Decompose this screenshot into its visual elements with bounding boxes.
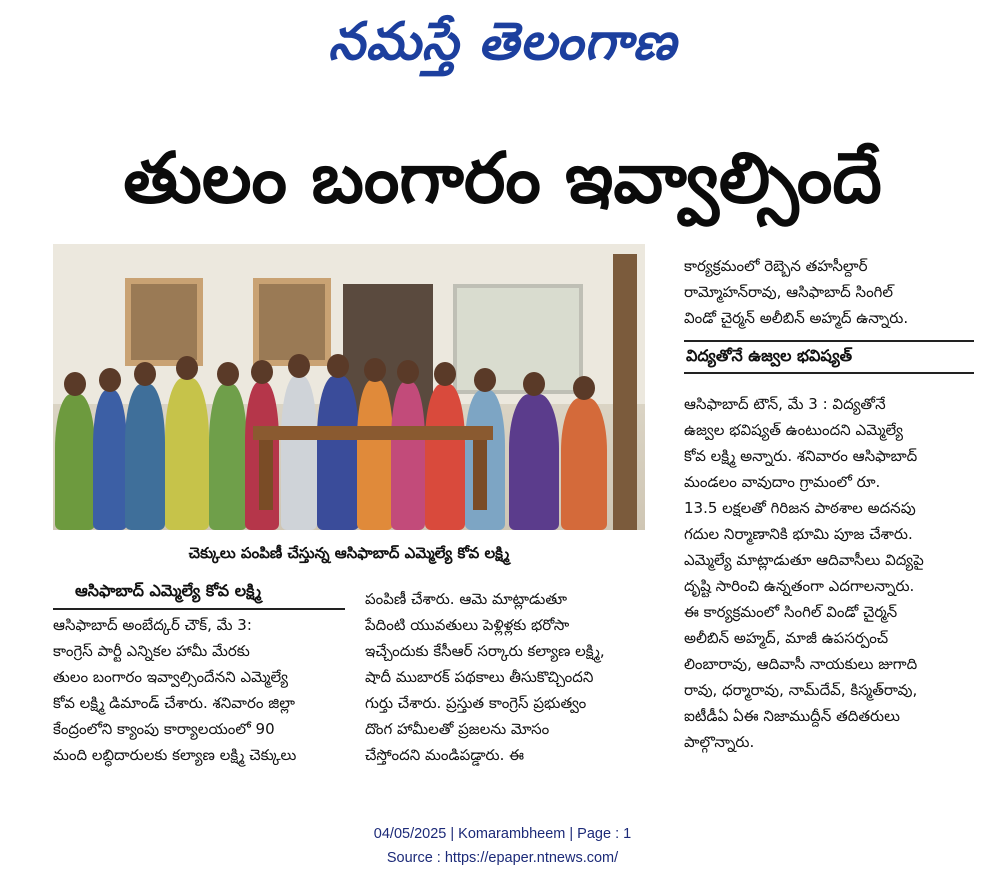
text-line: ఐటీడీఏ ఏఈ నిజాముద్దీన్ తదితరులు	[684, 707, 900, 725]
text-line: ఆసిఫాబాద్ అంబేద్కర్ చౌక్, మే 3:	[53, 616, 252, 634]
left-article-subhead: ఆసిఫాబాద్ ఎమ్మెల్యే కోవ లక్ష్మి	[75, 581, 262, 600]
text-line: ఆసిఫాబాద్ టౌన్, మే 3 : విద్యతోనే	[684, 395, 886, 413]
text-line: కేంద్రంలోని క్యాంపు కార్యాలయంలో 90	[53, 720, 275, 738]
photo-caption: చెక్కులు పంపిణీ చేస్తున్న ఆసిఫాబాద్ ఎమ్మెల్యే కోవ లక్ష్మి	[188, 544, 510, 562]
footer-source: Source : https://epaper.ntnews.com/	[386, 850, 619, 866]
text-line: కార్యక్రమంలో రెబ్బెన తహసీల్దార్	[684, 257, 868, 275]
text-line: పేదింటి యువతులు పెళ్లిళ్లకు భరోసా	[365, 616, 570, 634]
right-column-body	[684, 391, 974, 755]
text-line: రామ్మోహన్‌రావు, ఆసిఫాబాద్ సింగిల్	[684, 283, 894, 301]
text-line: కోవ లక్ష్మి అన్నారు. శనివారం ఆసిఫాబాద్	[684, 447, 918, 465]
footer-dateline: 04/05/2025 | Komarambheem | Page : 1	[373, 826, 632, 842]
text-line: ఇచ్చేందుకు కేసీఆర్ సర్కారు కల్యాణ లక్ష్మి,	[365, 642, 605, 660]
left-subhead-rule	[53, 608, 345, 610]
left-column-2	[365, 586, 645, 768]
text-line: ఈ కార్యక్రమంలో సింగిల్ విండో చైర్మన్	[684, 603, 898, 621]
masthead-logo: నమస్తే తెలంగాణ	[328, 12, 677, 72]
text-line: గుర్తు చేశారు. ప్రస్తుత కాంగ్రెస్ ప్రభుత్వం	[365, 694, 587, 712]
right-subhead-rule-bottom	[684, 372, 974, 374]
text-line: ఉజ్వల భవిష్యత్ ఉంటుందని ఎమ్మెల్యే	[684, 421, 904, 439]
text-line: విండో చైర్మన్ అలీబిన్ అహ్మద్ ఉన్నారు.	[684, 309, 909, 327]
text-line: కోవ లక్ష్మి డిమాండ్ చేశారు. శనివారం జిల్లా	[53, 694, 295, 712]
headline: తులం బంగారం ఇవ్వాల్సిందే	[123, 137, 882, 219]
text-line: చేస్తోందని మండిపడ్డారు. ఈ	[365, 746, 525, 764]
text-line: మండలం వావుదాం గ్రామంలో రూ.	[684, 473, 881, 491]
text-line: దొంగ హామీలతో ప్రజలను మోసం	[365, 720, 550, 738]
text-line: రావు, ధర్మారావు, నామ్‌దేవ్, కిస్మత్‌రావు,	[684, 681, 918, 699]
text-line: ఎమ్మెల్యే మాట్లాడుతూ ఆదివాసీలు విద్యపై	[684, 551, 924, 569]
news-photo	[53, 244, 645, 530]
text-line: కాంగ్రెస్ పార్టీ ఎన్నికల హామీ మేరకు	[53, 642, 250, 660]
left-column-1	[53, 612, 345, 768]
right-subhead-rule-top	[684, 340, 974, 342]
right-column-top	[684, 253, 974, 331]
text-line: పంపిణీ చేశారు. ఆమె మాట్లాడుతూ	[365, 590, 568, 608]
text-line: షాదీ ముబారక్ పథకాలు తీసుకొచ్చిందని	[365, 668, 594, 686]
text-line: గదుల నిర్మాణానికి భూమి పూజ చేశారు.	[684, 525, 913, 543]
right-article-subhead: విద్యతోనే ఉజ్వల భవిష్యత్	[686, 346, 853, 365]
text-line: అలీబిన్ అహ్మద్, మాజీ ఉపసర్పంచ్	[684, 629, 889, 647]
text-line: తులం బంగారం ఇవ్వాల్సిందేనని ఎమ్మెల్యే	[53, 668, 289, 686]
text-line: మంది లబ్ధిదారులకు కల్యాణ లక్ష్మి చెక్కులు	[53, 746, 297, 764]
text-line: లింబారావు, ఆదివాసీ నాయకులు జుగాది	[684, 655, 918, 673]
text-line: 13.5 లక్షలతో గిరిజన పాఠశాల అదనపు	[684, 499, 916, 517]
text-line: పాల్గొన్నారు.	[684, 733, 755, 751]
text-line: దృష్టి సారించి ఉన్నతంగా ఎదగాలన్నారు.	[684, 577, 915, 595]
